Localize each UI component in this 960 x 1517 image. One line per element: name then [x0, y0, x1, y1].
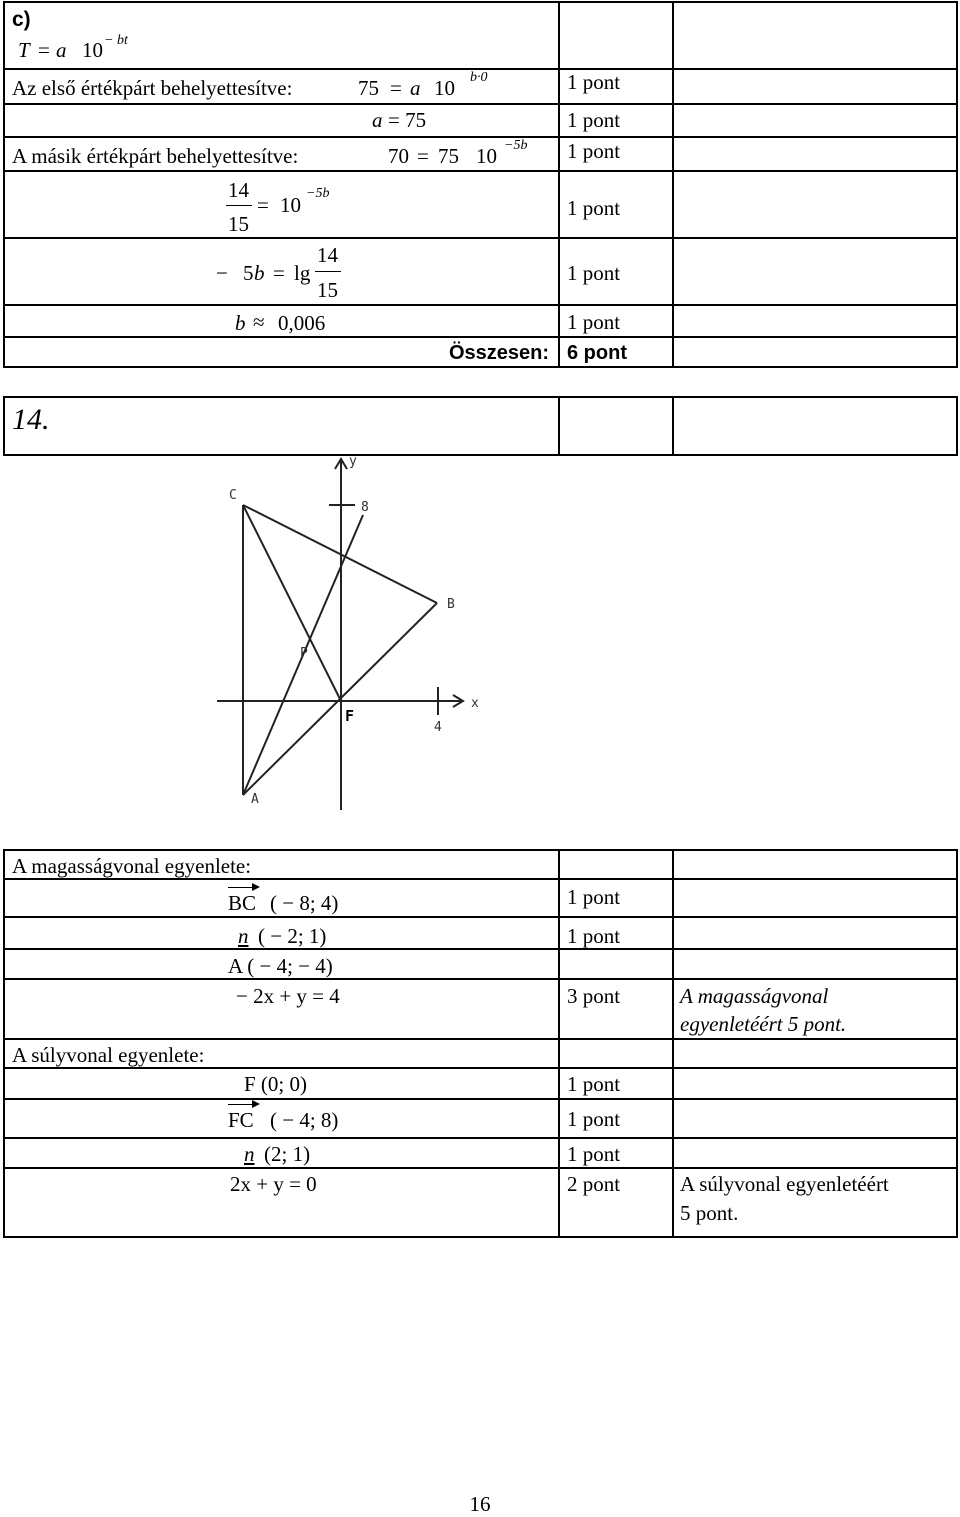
table3-right-border — [956, 849, 958, 1238]
table1-row-border — [3, 304, 957, 306]
note: egyenletéért 5 pont. — [680, 1012, 847, 1036]
table2-top-border — [3, 396, 957, 398]
points: 1 pont — [567, 1107, 621, 1131]
points: 1 pont — [567, 139, 621, 163]
table3-row-border — [3, 1137, 957, 1139]
points: 3 pont — [567, 984, 621, 1008]
label-x: x — [471, 696, 479, 711]
table1-row-border — [3, 336, 957, 338]
table3-col-border — [558, 849, 560, 1238]
points: 2 pont — [567, 1172, 621, 1196]
vector-arrow — [228, 887, 258, 888]
table1-right-border — [956, 1, 958, 368]
table1-row-border — [3, 103, 957, 105]
table3-row-border — [3, 878, 957, 880]
label-A: A — [251, 792, 259, 807]
note: A magasságvonal — [680, 984, 829, 1008]
triangle-graph — [195, 455, 495, 813]
label-P: P — [300, 646, 308, 661]
label-y: y — [349, 455, 357, 469]
points: 1 pont — [567, 70, 621, 94]
table1-left-border — [3, 1, 5, 368]
points: 1 pont — [567, 108, 621, 132]
table3-row-border — [3, 916, 957, 918]
page-number: 16 — [469, 1492, 491, 1516]
table1-bottom-border — [3, 366, 957, 368]
table1-row-border — [3, 136, 957, 138]
note: 5 pont. — [680, 1201, 739, 1225]
points: 1 pont — [567, 261, 621, 285]
table2-col-border — [672, 396, 674, 456]
table3-top-border — [3, 849, 957, 851]
table2-left-border — [3, 396, 5, 456]
table3-row-border — [3, 1038, 957, 1040]
vector-arrow — [228, 1104, 258, 1105]
table1-top-border — [3, 1, 957, 3]
table3-row-border — [3, 1067, 957, 1069]
label-F: F — [345, 707, 355, 725]
table1-col-border — [558, 1, 560, 368]
points: 1 pont — [567, 1072, 621, 1096]
table3-row-border — [3, 978, 957, 980]
label-tick8: 8 — [361, 500, 369, 515]
table3-col-border — [672, 849, 674, 1238]
points: 1 pont — [567, 924, 621, 948]
table2-right-border — [956, 396, 958, 456]
label-C: C — [229, 488, 237, 503]
table1-row-border — [3, 170, 957, 172]
table1-row-border — [3, 237, 957, 239]
problem-number: 14. — [12, 403, 50, 436]
table3-row-border — [3, 948, 957, 950]
points: 1 pont — [567, 885, 621, 909]
points: 1 pont — [567, 1142, 621, 1166]
graph-lines — [217, 459, 463, 810]
table2-col-border — [558, 396, 560, 456]
points: 1 pont — [567, 310, 621, 334]
label-B: B — [447, 597, 455, 612]
table1-col-border — [672, 1, 674, 368]
altitude-heading: A magasságvonal egyenlete: — [12, 854, 252, 878]
table3-bottom-border — [3, 1236, 957, 1238]
median-heading: A súlyvonal egyenlete: — [12, 1043, 205, 1067]
section-label: c) — [12, 8, 31, 31]
table3-row-border — [3, 1098, 957, 1100]
table3-row-border — [3, 1167, 957, 1169]
label-tick4: 4 — [434, 720, 442, 735]
table3-left-border — [3, 849, 5, 1238]
note: A súlyvonal egyenletéért — [680, 1172, 889, 1196]
points: 1 pont — [567, 196, 621, 220]
